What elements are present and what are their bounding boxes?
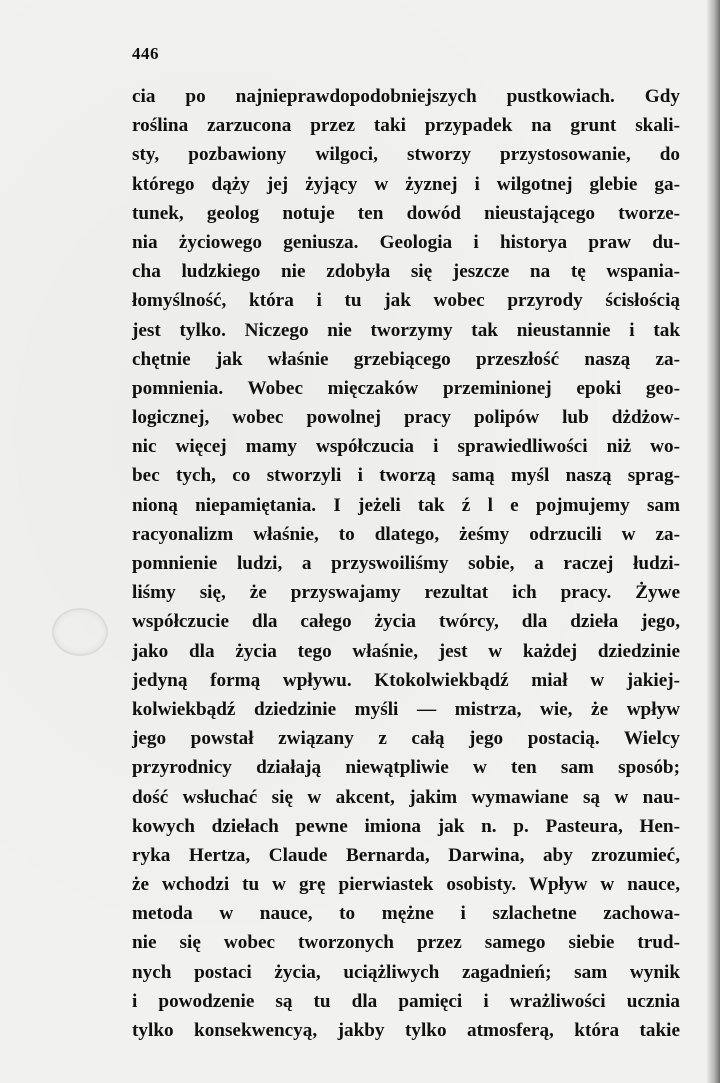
text-line: metoda w nauce, to mężne i szlachetne zachowa- — [132, 903, 680, 925]
text-line: jako dla życia tego właśnie, jest w każdej dziedzinie — [132, 640, 680, 662]
text-line: pomnienie ludzi, a przyswoiliśmy sobie, a raczej łudzi- — [132, 553, 680, 574]
text-line: ryka Hertza, Claude Bernarda, Darwina, aby zrozumieć, — [132, 844, 680, 866]
text-line: kowych dziełach pewne imiona jak n. p. Pasteura, Hen- — [132, 815, 680, 837]
text-line: współczucie dla całego życia twórcy, dla dzieła jego, — [132, 611, 680, 633]
text-line: tunek, geolog notuje ten dowód nieustającego tworze- — [132, 202, 680, 224]
text-line: bec tych, co stworzyli i tworzą samą myśl naszą sprag- — [132, 465, 680, 487]
page-edge-shadow — [706, 0, 720, 1083]
page-number: 446 — [132, 44, 159, 63]
text-line: chętnie jak właśnie grzebiącego przeszłość naszą za- — [132, 348, 680, 370]
text-line: cha ludzkiego nie zdobyła się jeszcze na tę wspania- — [132, 261, 680, 283]
text-line: i powodzenie są tu dla pamięci i wrażliwości ucznia — [132, 990, 680, 1012]
text-line: jest tylko. Niczego nie tworzymy tak nieustannie i tak — [132, 319, 680, 341]
text-line: nych postaci życia, uciążliwych zagadnień; sam wynik — [132, 961, 680, 983]
text-line: dość wsłuchać się w akcent, jakim wymawiane są w nau- — [132, 786, 680, 808]
library-stamp-mark — [52, 608, 108, 656]
body-text — [132, 82, 680, 1045]
text-line: jedyną formą wpływu. Ktokolwiekbądź miał w jakiej- — [132, 669, 680, 691]
text-line: logicznej, wobec powolnej pracy polipów lub dżdżow- — [132, 407, 680, 429]
text-line: pomnienia. Wobec mięczaków przeminionej epoki geo- — [132, 377, 680, 399]
text-line: którego dąży jej żyjący w żyznej i wilgotnej glebie ga- — [132, 173, 680, 195]
text-line: liśmy się, że przyswajamy rezultat ich pracy. Żywe — [132, 582, 680, 604]
text-line: jego powstał związany z całą jego postacią. Wielcy — [132, 728, 680, 750]
text-line: sty, pozbawiony wilgoci, stworzy przystosowanie, do — [132, 144, 680, 166]
text-line: że wchodzi tu w grę pierwiastek osobisty. Wpływ w nauce, — [132, 874, 680, 896]
text-line: tylko konsekwencyą, jakby tylko atmosferą, która takie — [132, 1020, 680, 1041]
text-line: nie się wobec tworzonych przez samego siebie trud- — [132, 932, 680, 954]
text-line: nia życiowego geniusza. Geologia i historya praw du- — [132, 231, 680, 253]
text-line: kolwiekbądź dziedzinie myśli — mistrza, wie, że wpływ — [132, 698, 680, 720]
text-line: cia po najnieprawdopodobniejszych pustkowiach. Gdy — [132, 86, 680, 107]
text-line: racyonalizm właśnie, to dlatego, żeśmy odrzucili w za- — [132, 523, 680, 545]
text-line: łomyślność, która i tu jak wobec przyrody ścisłością — [132, 290, 680, 312]
text-line: przyrodnicy działają niewątpliwie w ten sam sposób; — [132, 757, 680, 779]
text-line: nioną niepamiętania. I jeżeli tak ź l e pojmujemy sam — [132, 494, 680, 516]
text-line: nic więcej mamy współczucia i sprawiedliwości niż wo- — [132, 436, 680, 458]
text-line: roślina zarzucona przez taki przypadek na grunt skali- — [132, 115, 680, 137]
